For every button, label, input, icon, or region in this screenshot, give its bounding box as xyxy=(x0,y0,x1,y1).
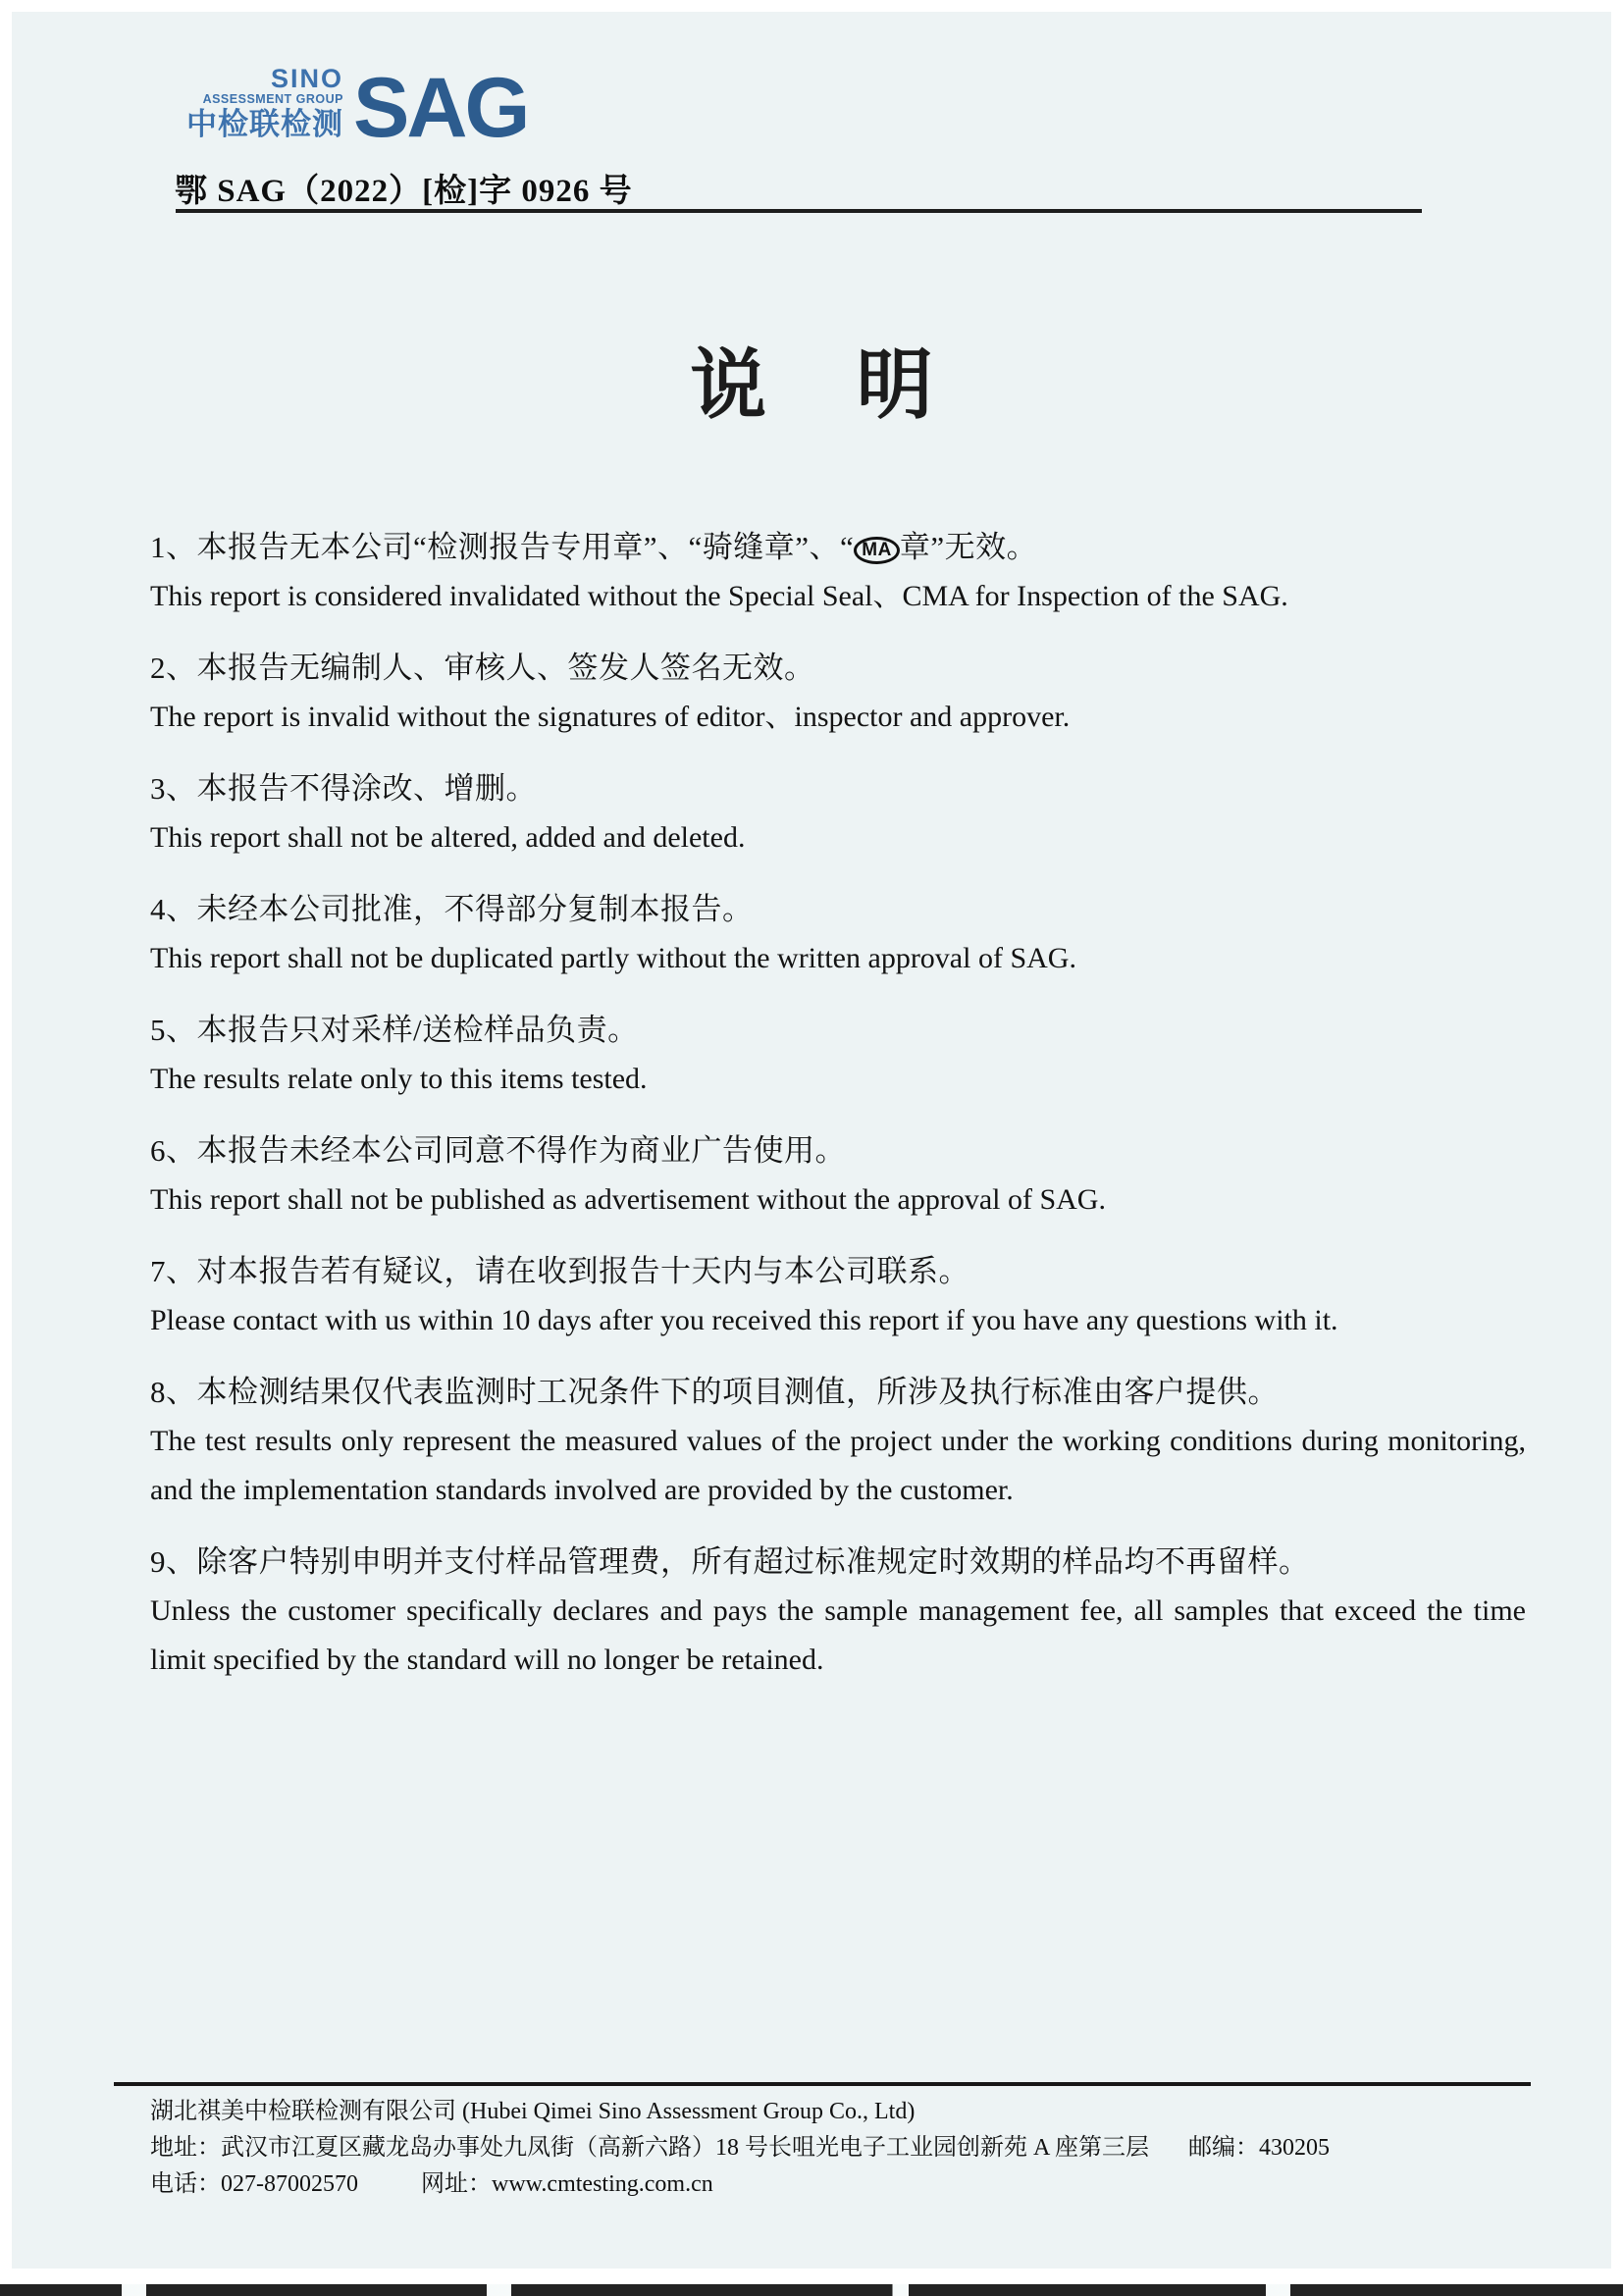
note-2-zh: 2、本报告无编制人、审核人、签发人签名无效。 xyxy=(150,651,815,685)
footer-rule xyxy=(114,2082,1531,2086)
page-background xyxy=(12,12,1611,2269)
note-item-5 xyxy=(150,1006,1526,1104)
note-1-zh xyxy=(150,523,1526,572)
footer-company-en: (Hubei Qimei Sino Assessment Group Co., Ltd) xyxy=(462,2099,916,2124)
note-7-zh: 7、对本报告若有疑议，请在收到报告十天内与本公司联系。 xyxy=(150,1254,969,1288)
note-4-zh: 4、未经本公司批准，不得部分复制本报告。 xyxy=(150,892,754,926)
logo-text-stack xyxy=(186,66,343,142)
note-8-zh: 8、本检测结果仅代表监测时工况条件下的项目测值，所涉及执行标准由客户提供。 xyxy=(150,1375,1279,1409)
note-item-9 xyxy=(150,1538,1526,1685)
note-2-en: The report is invalid without the signatures of editor、inspector and approver. xyxy=(150,701,1071,733)
footer-phone: 电话：027-87002570 xyxy=(150,2171,358,2197)
note-8-en: The test results only represent the measured values of the project under the working conditions during monitoring, and the implementation standards involved are provided by the customer. xyxy=(150,1425,1526,1506)
company-logo xyxy=(186,61,528,155)
footer-address: 地址：武汉市江夏区藏龙岛办事处九凤街（高新六路）18 号长咀光电子工业园创新苑 A 座第三层 xyxy=(150,2135,1150,2161)
footer-address-row xyxy=(150,2130,1526,2166)
cma-badge-icon: MA xyxy=(854,537,900,564)
note-6-en: This report shall not be published as advertisement without the approval of SAG. xyxy=(150,1183,1106,1216)
note-1-zh-after: 章”无效。 xyxy=(899,530,1038,564)
note-item-2 xyxy=(150,644,1526,742)
note-6-zh: 6、本报告未经本公司同意不得作为商业广告使用。 xyxy=(150,1133,846,1168)
notes-list xyxy=(150,523,1526,1707)
footer-contact-row xyxy=(150,2166,1526,2203)
note-1-zh-before: 1、本报告无本公司“检测报告专用章”、“骑缝章”、“ xyxy=(150,530,855,564)
note-item-6 xyxy=(150,1126,1526,1225)
footer-company-zh: 湖北祺美中检联检测有限公司 xyxy=(150,2099,456,2124)
note-7-en: Please contact with us within 10 days after you received this report if you have any questions with it. xyxy=(150,1304,1338,1336)
header-rule xyxy=(176,209,1422,213)
note-item-8 xyxy=(150,1368,1526,1515)
page-title: 说 明 xyxy=(690,342,933,428)
doc-number: 鄂 SAG（2022）[检]字 0926 号 xyxy=(175,174,633,209)
footer-website: 网址：www.cmtesting.com.cn xyxy=(421,2171,713,2197)
logo-group-text: ASSESSMENT GROUP xyxy=(202,92,343,106)
footer-postcode: 邮编：430205 xyxy=(1188,2135,1331,2161)
note-item-1 xyxy=(150,523,1526,621)
note-item-7 xyxy=(150,1247,1526,1345)
logo-sag-mark: SAG xyxy=(353,61,528,155)
footer-company-row xyxy=(150,2094,1526,2130)
note-item-3 xyxy=(150,764,1526,862)
logo-sino-text: SINO xyxy=(270,64,343,93)
scanner-edge-artifact xyxy=(0,2284,1623,2296)
note-5-zh: 5、本报告只对采样/送检样品负责。 xyxy=(150,1013,639,1047)
note-5-en: The results relate only to this items tested. xyxy=(150,1063,648,1095)
logo-chinese-text: 中检联检测 xyxy=(186,107,343,141)
footer xyxy=(150,2094,1526,2203)
note-3-zh: 3、本报告不得涂改、增删。 xyxy=(150,771,537,806)
note-9-en: Unless the customer specifically declares and pays the sample management fee, all samples that exceed the time limit specified by the standard will no longer be retained. xyxy=(150,1594,1526,1676)
note-1-en: This report is considered invalidated without the Special Seal、CMA for Inspection of the SAG. xyxy=(150,580,1288,612)
note-3-en: This report shall not be altered, added and deleted. xyxy=(150,821,746,854)
note-item-4 xyxy=(150,885,1526,983)
note-4-en: This report shall not be duplicated partly without the written approval of SAG. xyxy=(150,942,1076,974)
note-9-zh: 9、除客户特别申明并支付样品管理费，所有超过标准规定时效期的样品均不再留样。 xyxy=(150,1544,1310,1579)
